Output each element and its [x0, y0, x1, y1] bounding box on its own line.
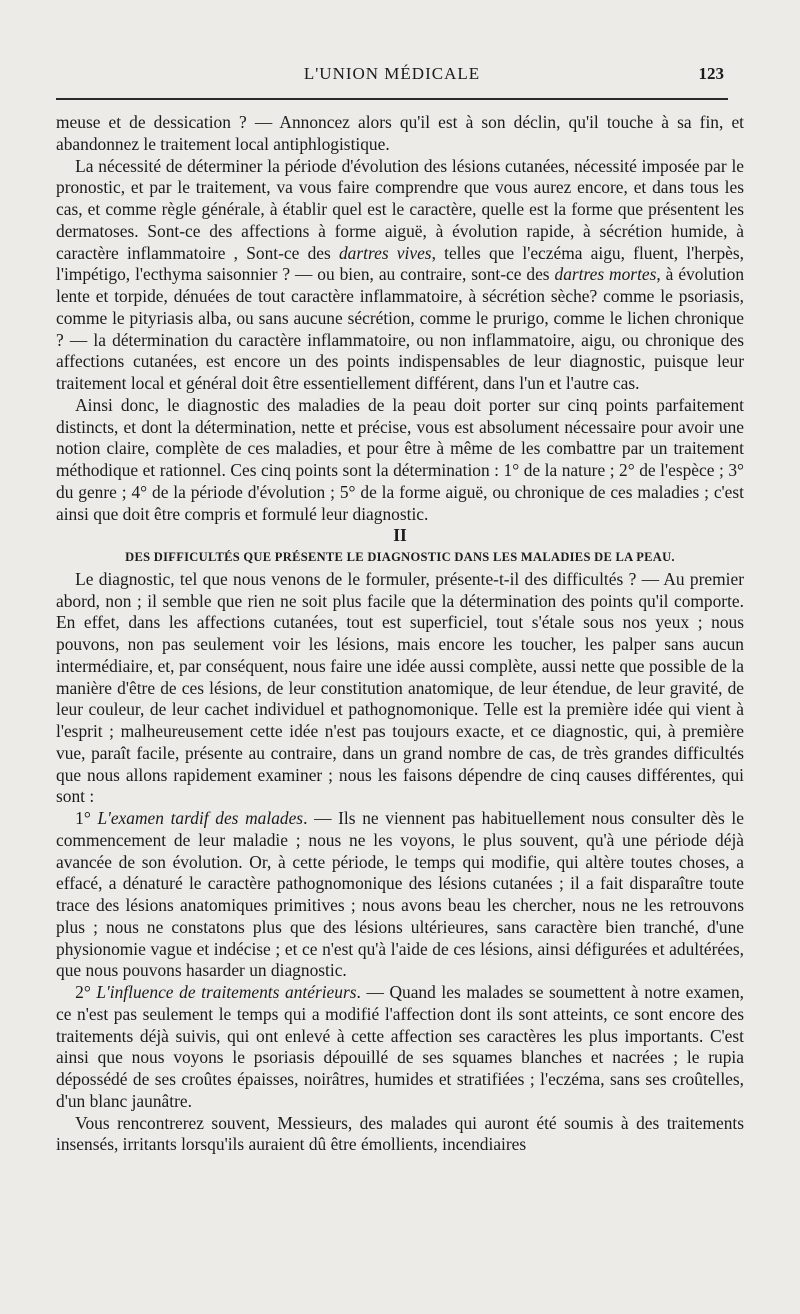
header-rule — [56, 98, 728, 100]
paragraph: Vous rencontrerez souvent, Messieurs, des malades qui auront été soumis à des traitements insensés, irritants lorsqu'ils auraient dû être émollients, incendiaires — [56, 1112, 744, 1155]
section-number: II — [393, 525, 407, 546]
text-run: , à évolution lente et torpide, dénuées de tout caractère inflammatoire, à sécrétion sèche? comme le psoriasis, comme le pityriasis alba, ou sans aucune sécrétion, comme le prurigo, comme le lichen chronique ? — la détermination du caractère inflammatoire, ou non inflammatoire, aigu, ou chronique des affections cutanées, est encore un des points indispensables de leur diagnostic, puisque leur traitement local et général doit être essentiellement différent, dans l'un et l'autre cas. — [56, 264, 745, 393]
paragraph: meuse et de dessication ? — Annoncez alors qu'il est à son déclin, qu'il touche à sa fin, et abandonnez le traitement local antiphlogistique. — [56, 112, 744, 154]
running-title: L'UNION MÉDICALE — [303, 64, 481, 83]
paragraph: Le diagnostic, tel que nous venons de le formuler, présente-t-il des difficultés ? — Au premier abord, non ; il semble que rien ne soit plus facile que la détermination des points qu'il comporte. En effet, dans les affections cutanées, tout est superficiel, tout s'étale sous nos yeux ; nous pouvons, non pas seulement voir les lésions, mais encore les toucher, les palper sans aucun intermédiaire, et, par conséquent, nous faire une idée aussi complète, aussi nette que possible de la manière d'être de ces lésions, de leur constitution anatomique, de leur étendue, de leur gravité, de leur couleur, de leur cachet individuel et pathognomonique. Telle est la première idée qui vient à l'esprit ; malheureusement cette idée n'est pas toujours exacte, et ce diagnostic, qui, à première vue, paraît facile, présente au contraire, dans un grand nombre de cas, de très grandes difficultés que nous allons rapidement examiner ; nous les faisons dépendre de cinq causes différentes, qui sont : — [56, 568, 744, 807]
text-run: . — Quand les malades se soumettent à notre examen, ce n'est pas seulement le temps qui a modifié l'affection dont ils sont atteints, ce sont encore des traitements déjà suivis, qui ont enlevé à cette affection ses caractères les plus importants. C'est ainsi que nous voyons le psoriasis dépouillé de ses squames blanches et nacrées ; le rupia dépossédé de ses croûtes épaisses, noirâtres, humides et stratifiées ; l'eczéma, sans ses croûtelles, d'un blanc jaunâtre. — [56, 982, 745, 1111]
text-run: La nécessité de déterminer la période d'évolution des lésions cutanées, nécessité imposée par le pronostic, et par le traitement, va vous faire comprendre que vous aurez encore, et dans tous les cas, et comme règle générale, à établir quel est le caractère, quelle est la forme que présentent les dermatoses. Sont-ce des affections à forme aiguë, à évolution rapide, à sécrétion humide, à caractère inflammatoire , Sont-ce des — [56, 155, 744, 263]
italic-heading: L'examen tardif des malades — [97, 808, 304, 828]
paragraph — [56, 982, 744, 1113]
page-header — [56, 64, 728, 88]
italic-term: dartres vives — [338, 242, 432, 263]
section-title: DES DIFFICULTÉS QUE PRÉSENTE LE DIAGNOSTIC DANS LES MALADIES DE LA PEAU. — [125, 550, 675, 564]
text-run: , telles que l'eczéma aigu, fluent, l'herpès, l'impétigo, l'ecthyma saisonnier ? — ou bien, au contraire, sont-ce des — [56, 242, 745, 285]
italic-term: dartres mortes — [554, 264, 657, 285]
text-run: 2° — [75, 982, 97, 1002]
italic-heading: L'influence de traitements antérieurs — [96, 982, 357, 1002]
page-number: 123 — [698, 64, 724, 83]
paragraph: Ainsi donc, le diagnostic des maladies de la peau doit porter sur cinq points parfaitement distincts, et dont la détermination, nette et précise, vous est absolument nécessaire pour avoir une notion claire, complète de ces maladies, et pour être à même de les combattre par un traitement méthodique et rationnel. Ces cinq points sont la détermination : 1° de la nature ; 2° de l'espèce ; 3° du genre ; 4° de la période d'évolution ; 5° de la forme aiguë, ou chronique de ces maladies ; c'est ainsi que doit être compris et formulé leur diagnostic. — [56, 394, 744, 524]
paragraph — [56, 808, 744, 982]
text-run: 1° — [75, 808, 98, 828]
text-run: . — Ils ne viennent pas habituellement nous consulter dès le commencement de leur maladie ; nous ne les voyons, le plus souvent, qu'à une période déjà avancée de son évolution. Or, à cette période, le temps qui modifie, qui altère toutes choses, a effacé, a dénaturé le caractère pathognomonique des lésions cutanées ; il a fait disparaître toute trace des lésions anatomiques primitives ; nous avons beau les chercher, nous ne les retrouvons plus ; nous ne constatons plus que des lésions ultérieures, sans caractère bien tranché, d'une physionomie vague et indécise ; et ce n'est qu'à l'aide de ces lésions, ainsi défigurées et adultérées, que nous pouvons hasarder un diagnostic. — [56, 808, 744, 981]
body-text — [56, 112, 744, 1156]
paragraph — [56, 156, 744, 395]
